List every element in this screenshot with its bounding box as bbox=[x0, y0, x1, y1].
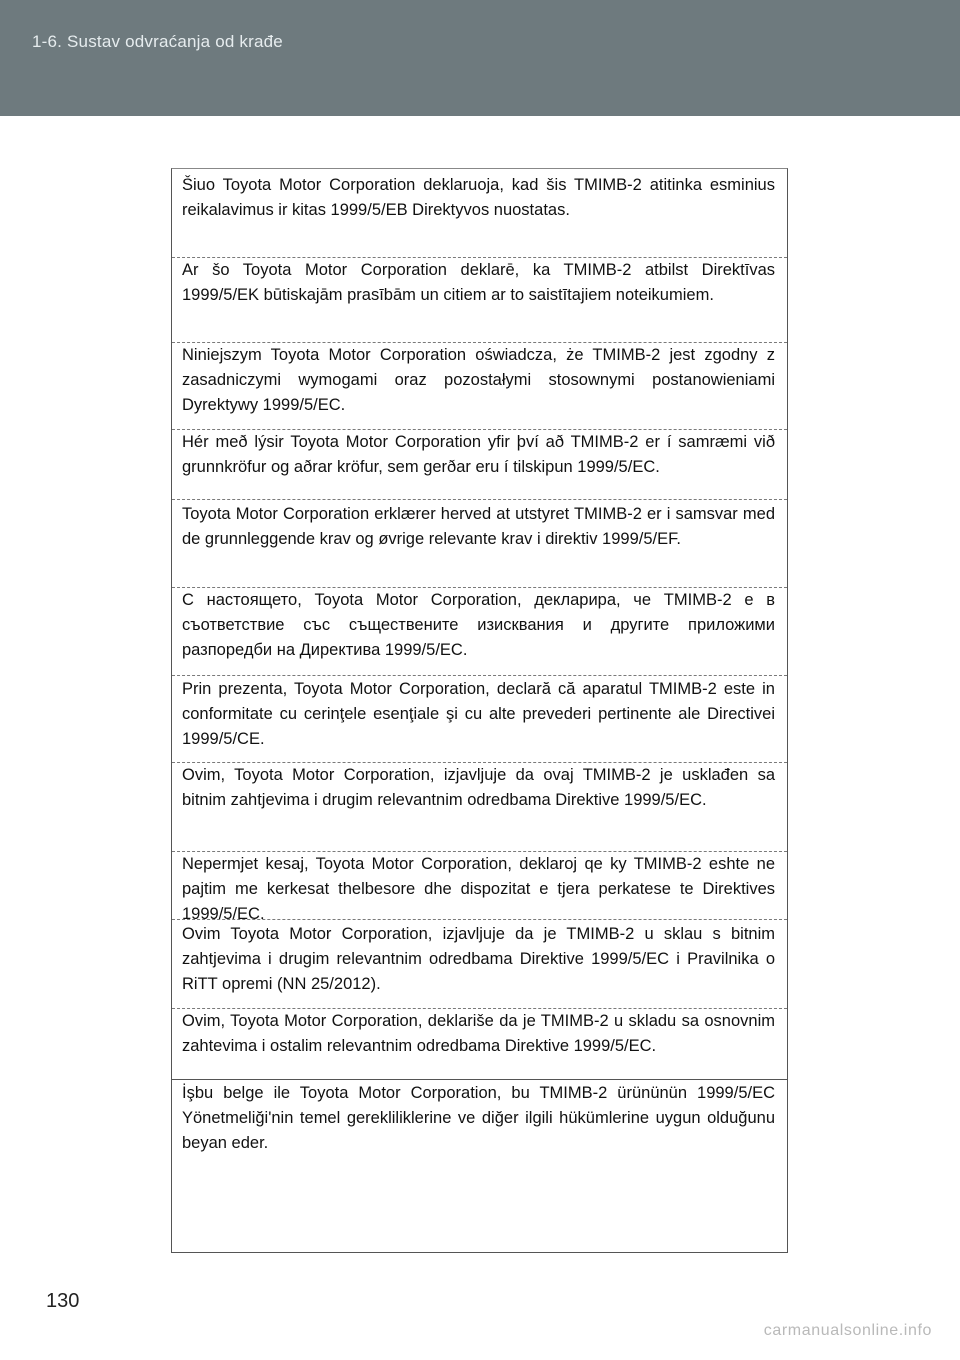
row-separator bbox=[172, 1079, 787, 1080]
header-band bbox=[0, 0, 960, 116]
declaration-turkish: İşbu belge ile Toyota Motor Corporation, bu TMIMB-2 ürününün 1999/5/EC Yönetmeliği'nin temel gerekliliklerine ve diğer ilgili hükümlerine uygun olduğunu beyan eder. bbox=[182, 1084, 775, 1152]
declaration-polish: Niniejszym Toyota Motor Corporation oświadcza, że TMIMB-2 jest zgodny z zasadniczymi wymogami oraz pozostałymi stosownymi postanowieniami Dyrektywy 1999/5/EC. bbox=[182, 346, 775, 414]
row-separator bbox=[172, 675, 787, 676]
row-separator bbox=[172, 499, 787, 500]
declaration-romanian: Prin prezenta, Toyota Motor Corporation, declară că aparatul TMIMB-2 este in conformitate cu cerinţele esenţiale şi cu alte prevederi pertinente ale Directivei 1999/5/CE. bbox=[182, 680, 775, 748]
page-number: 130 bbox=[46, 1290, 80, 1312]
declaration-albanian: Nepermjet kesaj, Toyota Motor Corporation, deklaroj qe ky TMIMB-2 eshte ne pajtim me kerkesat thelbesore dhe dispozitat e tjera perkatese te Direktives 1999/5/EC. bbox=[182, 855, 775, 923]
declaration-table bbox=[171, 168, 788, 1253]
watermark: carmanualsonline.info bbox=[763, 1322, 932, 1339]
declaration-latvian: Ar šo Toyota Motor Corporation deklarē, ka TMIMB-2 atbilst Direktīvas 1999/5/EK būtiskajām prasībām un citiem ar to saistītajiem noteikumiem. bbox=[182, 261, 775, 304]
declaration-norwegian: Toyota Motor Corporation erklærer herved at utstyret TMIMB-2 er i samsvar med de grunnleggende krav og øvrige relevante krav i direktiv 1999/5/EF. bbox=[182, 505, 775, 548]
declaration-icelandic: Hér með lýsir Toyota Motor Corporation yfir því að TMIMB-2 er í samræmi við grunnkröfur og aðrar kröfur, sem gerðar eru í tilskipun 1999/5/EC. bbox=[182, 433, 775, 476]
declaration-lithuanian: Šiuo Toyota Motor Corporation deklaruoja, kad šis TMIMB-2 atitinka esminius reikalavimus ir kitas 1999/5/EB Direktyvos nuostatas. bbox=[182, 176, 775, 219]
declaration-bosnian: Ovim, Toyota Motor Corporation, izjavljuje da ovaj TMIMB-2 je usklađen sa bitnim zahtjevima i drugim relevantnim odredbama Direktive 1999/5/EC. bbox=[182, 766, 775, 809]
declaration-bulgarian: С настоящето, Toyota Motor Corporation, декларира, че TMIMB-2 е в съответствие със съществените изисквания и другите приложими разпоредби на Директива 1999/5/EC. bbox=[182, 591, 775, 659]
row-separator bbox=[172, 919, 787, 920]
section-title: 1-6. Sustav odvraćanja od krađe bbox=[32, 32, 283, 51]
declaration-croatian: Ovim Toyota Motor Corporation, izjavljuje da je TMIMB-2 u sklau s bitnim zahtjevima i drugim relevantnim odredbama Direktive 1999/5/EC i Pravilnika o RiTT opremi (NN 25/2012). bbox=[182, 925, 775, 993]
declaration-serbian: Ovim, Toyota Motor Corporation, deklariše da je TMIMB-2 u skladu sa osnovnim zahtevima i ostalim relevantnim odredbama Direktive 1999/5/EC. bbox=[182, 1012, 775, 1055]
